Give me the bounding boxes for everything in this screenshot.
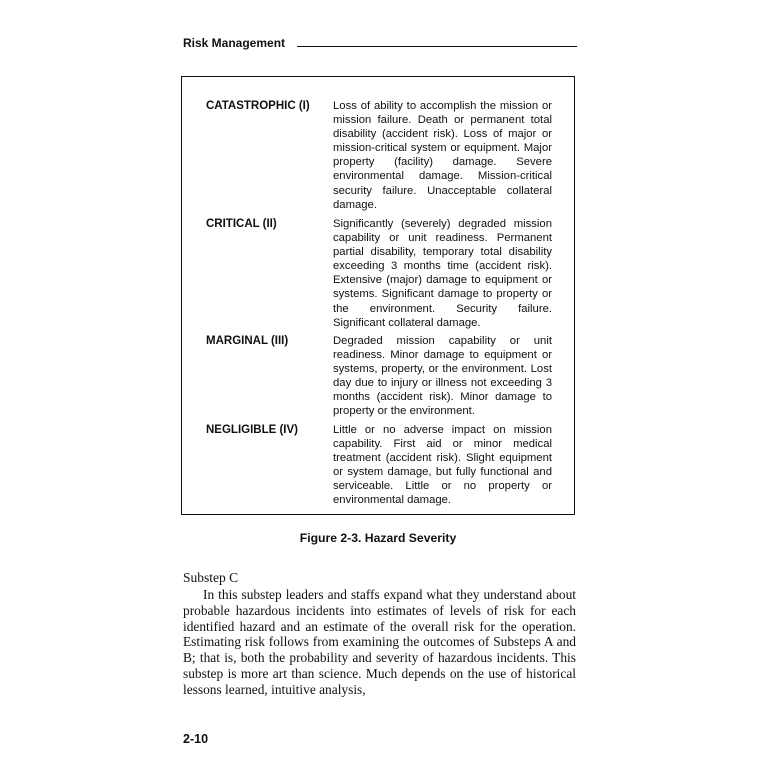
severity-term: CRITICAL (II) <box>206 218 277 230</box>
severity-definition: Little or no adverse impact on mission capability. First aid or minor medical treatment (accident risk). Slight equipment or system damage, but fully functional and serviceable. Little or no property or environmental damage. <box>333 424 552 507</box>
section-heading: Substep C <box>183 570 239 585</box>
severity-definition: Significantly (severely) degraded mission capability or unit readiness. Permanent partial disability, temporary total disability exceeding 3 months time (accident risk). Extensive (major) damage to equipment or systems. Significant damage to property or the environment. Security failure. Significant collateral damage. <box>333 218 552 329</box>
severity-definition: Loss of ability to accomplish the mission or mission failure. Death or permanent total disability (accident risk). Loss of major or mission-critical system or equipment. Major property (facility) damage. Severe environmental damage. Mission-critical security failure. Unacceptable collateral damage. <box>333 100 552 211</box>
severity-term: CATASTROPHIC (I) <box>206 100 310 112</box>
severity-term: NEGLIGIBLE (IV) <box>206 424 298 436</box>
header-rule <box>297 46 577 47</box>
severity-term: MARGINAL (III) <box>206 335 289 347</box>
severity-definition: Degraded mission capability or unit readiness. Minor damage to equipment or systems, property, or the environment. Lost day due to injury or illness not exceeding 3 months (accident risk). Minor damage to property or the environment. <box>333 335 552 418</box>
hazard-severity-figure <box>181 76 575 515</box>
running-header: Risk Management <box>183 36 286 50</box>
page-number: 2-10 <box>183 732 209 746</box>
figure-caption: Figure 2-3. Hazard Severity <box>299 531 457 545</box>
body-paragraph: In this substep leaders and staffs expand what they understand about probable hazardous incidents into estimates of levels of risk for each identified hazard and an estimate of the overall risk for the operation. Estimating risk follows from examining the outcomes of Substeps A and B; that is, both the probability and severity of hazardous incidents. This substep is more art than science. Much depends on the use of historical lessons learned, intuitive analysis, <box>183 587 576 697</box>
